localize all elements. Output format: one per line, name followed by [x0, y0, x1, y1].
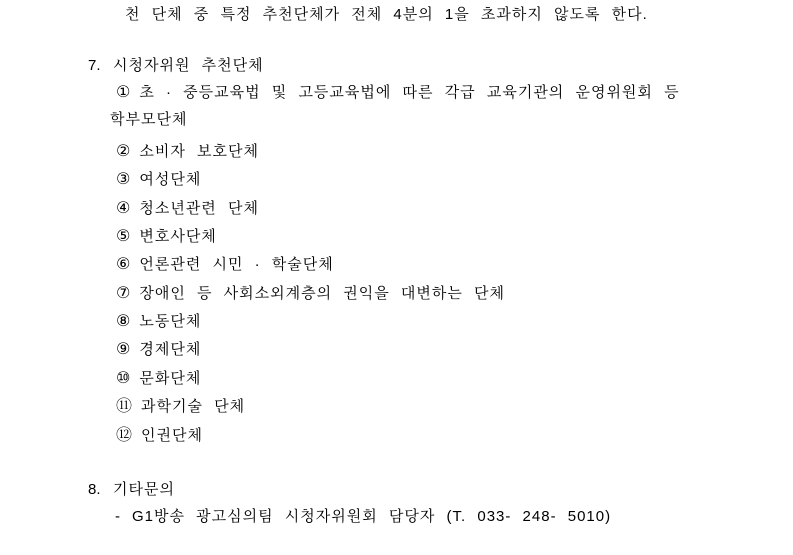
- item-2-marker: ②: [116, 143, 132, 160]
- paragraph-continuation-line: 천 단체 중 특정 추천단체가 전체 4분의 1을 초과하지 않도록 한다.: [125, 6, 648, 23]
- item-2-text: 소비자 보호단체: [139, 143, 259, 160]
- list-item-9: [116, 340, 201, 359]
- item-11-text: 과학기술 단체: [141, 398, 246, 415]
- list-item-5: [116, 227, 217, 246]
- item-1-marker: ①: [116, 84, 132, 101]
- list-item-11: [116, 397, 245, 416]
- list-item-10: [116, 369, 201, 388]
- list-item-4: [116, 199, 259, 218]
- item-3-text: 여성단체: [139, 171, 202, 188]
- list-item-12: [116, 426, 203, 445]
- item-3-marker: ③: [116, 171, 132, 188]
- item-6-marker: ⑥: [116, 256, 132, 273]
- item-4-text: 청소년관련 단체: [139, 200, 259, 217]
- item-11-marker: ⑪: [116, 398, 134, 415]
- contact-dash: -: [115, 508, 120, 525]
- list-item-2: [116, 142, 259, 161]
- section-7-heading: [88, 56, 264, 75]
- item-10-text: 문화단체: [139, 370, 202, 387]
- item-12-marker: ⑫: [116, 427, 134, 444]
- list-item-6: [116, 255, 334, 274]
- item-10-marker: ⑩: [116, 370, 132, 387]
- section-7-title: 시청자위원 추천단체: [113, 57, 264, 74]
- item-12-text: 인권단체: [141, 427, 203, 444]
- item-9-marker: ⑨: [116, 341, 132, 358]
- list-item-7: [116, 284, 505, 303]
- item-9-text: 경제단체: [139, 341, 202, 358]
- section-7-number: 7.: [88, 57, 101, 74]
- contact-line: [115, 507, 611, 526]
- item-1-text: 초 · 중등교육법 및 고등교육법에 따른 각급 교육기관의 운영위원회 등: [139, 84, 680, 101]
- section-8-number: 8.: [88, 481, 101, 498]
- section-8-title: 기타문의: [113, 481, 175, 498]
- item-7-text: 장애인 등 사회소외계층의 권익을 대변하는 단체: [139, 285, 505, 302]
- list-item-3: [116, 170, 201, 189]
- item-8-marker: ⑧: [116, 313, 132, 330]
- item-8-text: 노동단체: [139, 313, 202, 330]
- item-6-text: 언론관련 시민 · 학술단체: [139, 256, 334, 273]
- item-5-marker: ⑤: [116, 228, 132, 245]
- item-4-marker: ④: [116, 200, 132, 217]
- item-5-text: 변호사단체: [139, 228, 217, 245]
- contact-text: G1방송 광고심의팀 시청자위원회 담당자 (T. 033- 248- 5010): [132, 508, 612, 525]
- list-item-1: [116, 83, 680, 102]
- section-8-heading: [88, 480, 175, 499]
- list-item-8: [116, 312, 201, 331]
- list-item-1-continuation: 학부모단체: [110, 111, 188, 128]
- item-7-marker: ⑦: [116, 285, 132, 302]
